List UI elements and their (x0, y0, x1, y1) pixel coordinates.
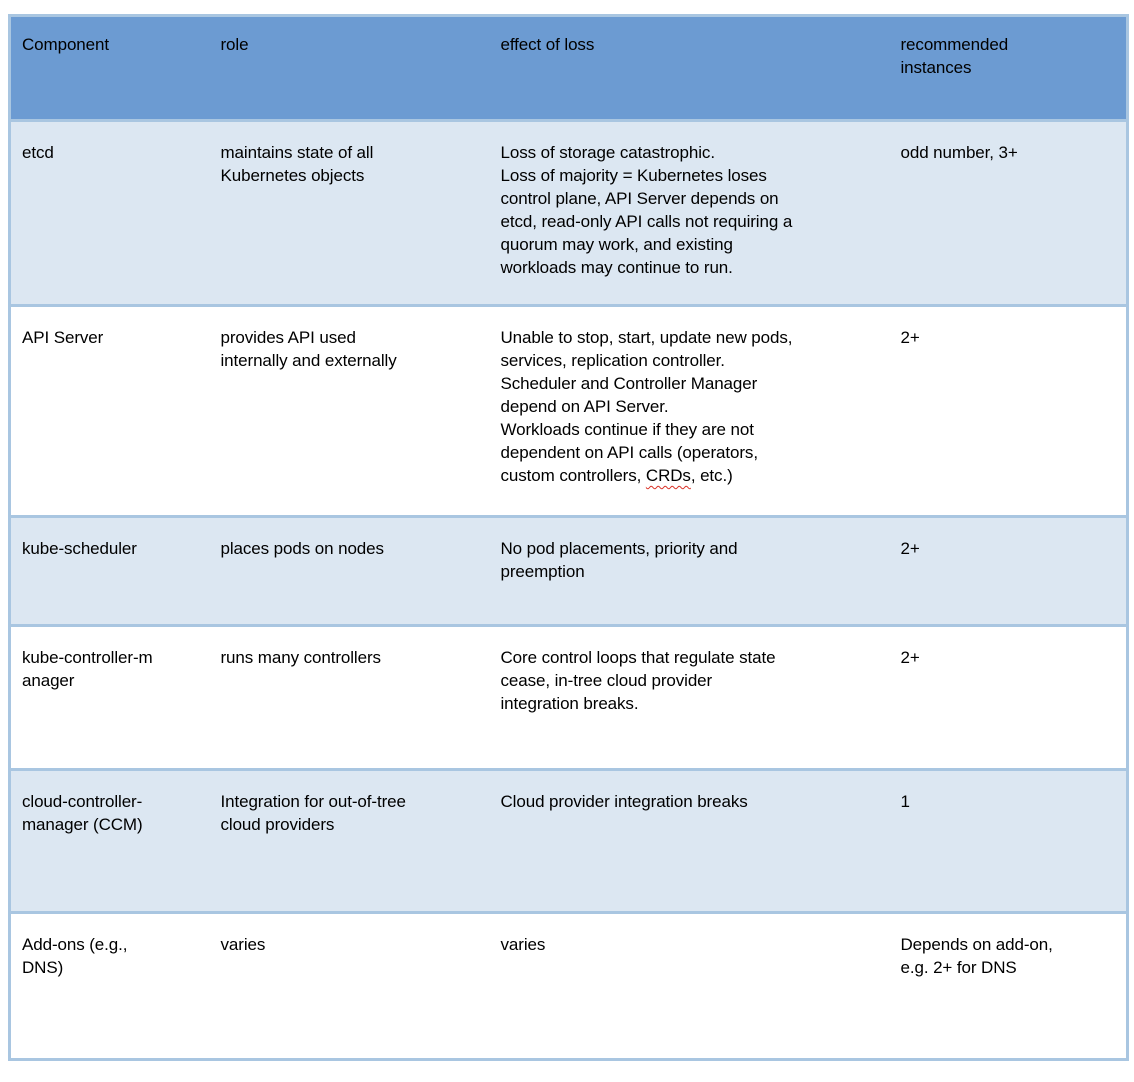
cell-line: cloud providers (220, 815, 335, 834)
cell-line: services, replication controller. (500, 351, 725, 370)
cell-line: runs many controllers (220, 648, 381, 667)
role-cell (210, 770, 490, 913)
recommended-instances-cell (890, 626, 1128, 770)
col-header-effect-of-loss: effect of loss (500, 35, 595, 54)
component-cell (10, 121, 210, 306)
cell-line: integration breaks. (500, 694, 639, 713)
cell-line: provides API used (220, 328, 356, 347)
cell-line: Kubernetes objects (220, 166, 365, 185)
effect-of-loss-cell (490, 306, 890, 517)
cell-line: etcd (22, 143, 54, 162)
cell-line: control plane, API Server depends on (500, 189, 779, 208)
cell-line: kube-controller-m (22, 648, 153, 667)
cell-line: Integration for out-of-tree (220, 792, 406, 811)
table-row (10, 913, 1128, 1060)
cell-line: preemption (500, 562, 585, 581)
cell-line: internally and externally (220, 351, 397, 370)
cell-line: places pods on nodes (220, 539, 384, 558)
table-header-row (10, 16, 1128, 121)
cell-line: quorum may work, and existing (500, 235, 733, 254)
effect-of-loss-cell (490, 121, 890, 306)
cell-line: kube-scheduler (22, 539, 137, 558)
cell-line: Workloads continue if they are not (500, 420, 754, 439)
col-header-role: role (220, 35, 249, 54)
cell-line: cloud-controller- (22, 792, 143, 811)
misspelled-word: CRDs (645, 466, 691, 485)
col-header-recommended-instances: recommended instances (900, 35, 1009, 77)
cell-line: Core control loops that regulate state (500, 648, 776, 667)
cell-line: e.g. 2+ for DNS (900, 958, 1017, 977)
table-row (10, 306, 1128, 517)
cell-line: Loss of majority = Kubernetes loses (500, 166, 767, 185)
component-cell (10, 626, 210, 770)
cell-line: depend on API Server. (500, 397, 669, 416)
cell-line: etcd, read-only API calls not requiring a (500, 212, 793, 231)
cell-line: varies (500, 935, 546, 954)
k8s-components-table (8, 14, 1129, 1061)
table-row (10, 517, 1128, 626)
table-row (10, 770, 1128, 913)
cell-line: custom controllers, CRDs, etc.) (500, 466, 733, 485)
cell-line: 2+ (900, 648, 920, 667)
effect-of-loss-cell (490, 913, 890, 1060)
cell-line: odd number, 3+ (900, 143, 1018, 162)
table-body (10, 121, 1128, 1060)
role-cell (210, 517, 490, 626)
cell-line: manager (CCM) (22, 815, 143, 834)
cell-line: Cloud provider integration breaks (500, 792, 748, 811)
cell-line: Add-ons (e.g., (22, 935, 128, 954)
component-cell (10, 913, 210, 1060)
col-header-component: Component (22, 35, 109, 54)
component-cell (10, 770, 210, 913)
cell-line: anager (22, 671, 75, 690)
recommended-instances-cell (890, 913, 1128, 1060)
cell-line: 2+ (900, 539, 920, 558)
cell-line: varies (220, 935, 266, 954)
cell-line: No pod placements, priority and (500, 539, 738, 558)
cell-line: maintains state of all (220, 143, 374, 162)
recommended-instances-cell (890, 517, 1128, 626)
cell-line: Unable to stop, start, update new pods, (500, 328, 793, 347)
cell-line: Loss of storage catastrophic. (500, 143, 715, 162)
recommended-instances-cell (890, 121, 1128, 306)
table-row (10, 626, 1128, 770)
recommended-instances-cell (890, 306, 1128, 517)
component-cell (10, 517, 210, 626)
cell-line: 2+ (900, 328, 920, 347)
cell-line: 1 (900, 792, 910, 811)
role-cell (210, 306, 490, 517)
cell-line: Depends on add-on, (900, 935, 1053, 954)
table-row (10, 121, 1128, 306)
recommended-instances-cell (890, 770, 1128, 913)
effect-of-loss-cell (490, 517, 890, 626)
cell-line: dependent on API calls (operators, (500, 443, 758, 462)
component-cell (10, 306, 210, 517)
role-cell (210, 626, 490, 770)
cell-line: workloads may continue to run. (500, 258, 733, 277)
effect-of-loss-cell (490, 626, 890, 770)
role-cell (210, 913, 490, 1060)
cell-line: DNS) (22, 958, 64, 977)
cell-line: cease, in-tree cloud provider (500, 671, 713, 690)
role-cell (210, 121, 490, 306)
cell-line: API Server (22, 328, 104, 347)
effect-of-loss-cell (490, 770, 890, 913)
cell-line: Scheduler and Controller Manager (500, 374, 758, 393)
